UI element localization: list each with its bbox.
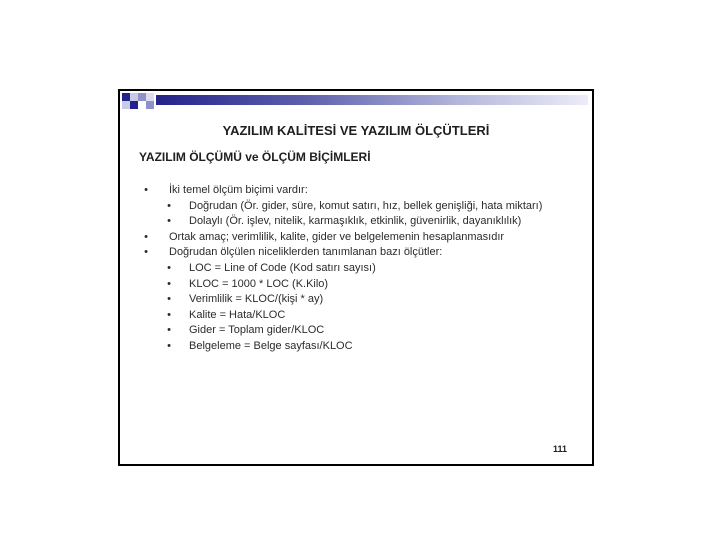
bullet-icon: • bbox=[167, 339, 171, 352]
list-item-text: Verimlilik = KLOC/(kişi * ay) bbox=[189, 293, 324, 306]
bullet-icon: • bbox=[167, 324, 171, 337]
bullet-icon: • bbox=[167, 293, 171, 306]
list-item-text: Kalite = Hata/KLOC bbox=[189, 308, 286, 321]
bullet-icon: • bbox=[167, 199, 171, 212]
list-item bbox=[139, 277, 584, 293]
page-number: 111 bbox=[552, 444, 567, 454]
list-item bbox=[139, 183, 584, 199]
list-item bbox=[139, 245, 584, 261]
bullet-icon: • bbox=[167, 308, 171, 321]
list-item-text: LOC = Line of Code (Kod satırı sayısı) bbox=[189, 261, 376, 274]
bullet-icon: • bbox=[167, 277, 171, 290]
title-bar bbox=[156, 95, 588, 105]
list-item-text: Belgeleme = Belge sayfası/KLOC bbox=[189, 339, 353, 352]
section-heading: YAZILIM ÖLÇÜMÜ ve ÖLÇÜM BİÇİMLERİ bbox=[139, 150, 371, 164]
list-item-text: Doğrudan ölçülen niceliklerden tanımlanan bazı ölçütler: bbox=[169, 246, 443, 259]
list-item bbox=[139, 308, 584, 324]
slide bbox=[118, 89, 594, 466]
bullet-icon: • bbox=[167, 215, 171, 228]
list-item-text: İki temel ölçüm biçimi vardır: bbox=[169, 184, 308, 196]
bullet-icon: • bbox=[144, 230, 148, 243]
bullet-icon: • bbox=[144, 246, 148, 259]
list-item-text: Gider = Toplam gider/KLOC bbox=[189, 324, 325, 337]
list-item bbox=[139, 339, 584, 355]
list-item bbox=[139, 199, 584, 215]
list-item bbox=[139, 230, 584, 246]
list-item-text: Doğrudan (Ör. gider, süre, komut satırı, hız, bellek genişliği, hata miktarı) bbox=[189, 199, 543, 212]
bullet-icon: • bbox=[167, 261, 171, 274]
list-item bbox=[139, 214, 584, 230]
bullet-list bbox=[139, 183, 584, 355]
list-item bbox=[139, 292, 584, 308]
list-item-text: Ortak amaç; verimlilik, kalite, gider ve belgelemenin hesaplanmasıdır bbox=[169, 230, 505, 243]
bullet-icon: • bbox=[144, 184, 148, 196]
list-item bbox=[139, 261, 584, 277]
list-item-text: Dolaylı (Ör. işlev, nitelik, karmaşıklık, etkinlik, güvenirlik, dayanıklılık) bbox=[189, 215, 522, 228]
list-item-text: KLOC = 1000 * LOC (K.Kilo) bbox=[189, 277, 329, 290]
slide-title: YAZILIM KALİTESİ VE YAZILIM ÖLÇÜTLERİ bbox=[222, 123, 490, 138]
list-item bbox=[139, 323, 584, 339]
